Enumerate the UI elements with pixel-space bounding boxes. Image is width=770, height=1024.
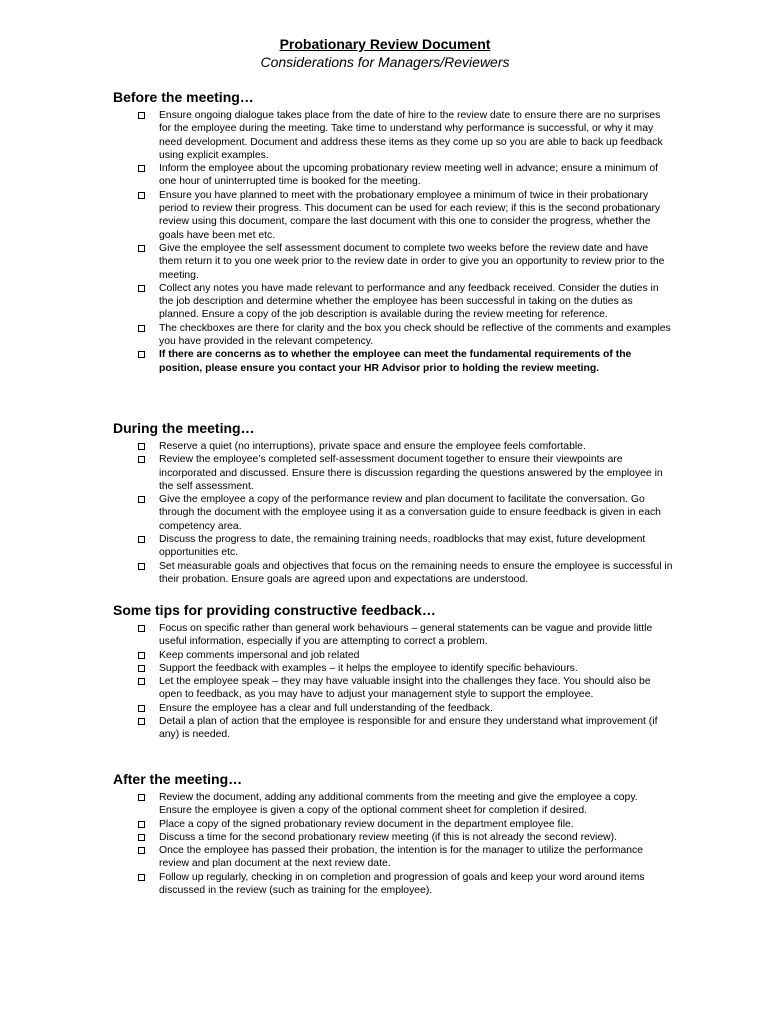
checklist-item-text: Collect any notes you have made relevant to performance and any feedback received. Consider the duties in the job description and determine whether the employee has been successful in taking on the duties as planned. Ensure a copy of the job description is available during the review meeting for reference. (159, 282, 659, 321)
section-heading: Before the meeting… (113, 89, 254, 105)
checklist (113, 109, 673, 375)
checkbox-square-icon[interactable] (138, 456, 145, 463)
checkbox-square-icon[interactable] (138, 718, 145, 725)
checkbox-square-icon[interactable] (138, 834, 145, 841)
checklist-item (113, 702, 673, 715)
checklist-item-text: Follow up regularly, checking in on completion and progression of goals and keep your word around items discussed in the review (such as training for the employee). (159, 871, 645, 897)
section-heading: After the meeting… (113, 771, 243, 787)
checkbox-square-icon[interactable] (138, 165, 145, 172)
checklist-item (113, 675, 673, 702)
checklist-item-text: Place a copy of the signed probationary review document in the department employee file. (159, 818, 574, 830)
section-before-meeting (113, 89, 673, 375)
checklist-item-text: Let the employee speak – they may have valuable insight into the challenges they face. You should also be open to feedback, as you may have to adjust your management style to support the employee. (159, 676, 651, 701)
checklist-item-text: Set measurable goals and objectives that focus on the remaining needs to ensure the employee is successful in their probation. Ensure goals are agreed upon and expectations are understood. (159, 560, 673, 585)
checklist-item (113, 818, 673, 831)
checklist-item (113, 560, 673, 587)
checklist-item (113, 453, 673, 493)
checkbox-square-icon[interactable] (138, 705, 145, 712)
checklist-item (113, 831, 673, 844)
checklist (113, 791, 673, 897)
checklist-item (113, 622, 673, 649)
checkbox-square-icon[interactable] (138, 351, 145, 358)
checkbox-square-icon[interactable] (138, 678, 145, 685)
checklist-item-text: Inform the employee about the upcoming probationary review meeting well in advance; ensure a minimum of one hour of uninterrupted time is booked for the meeting. (159, 163, 659, 188)
checklist (113, 440, 673, 586)
checklist-item-text: If there are concerns as to whether the employee can meet the fundamental requirements of the position, please ensure you contact your HR Advisor prior to holding the review meeting. (159, 349, 632, 374)
checklist-item-text: Discuss a time for the second probationary review meeting (if this is not already the second review). (159, 831, 617, 843)
checkbox-square-icon[interactable] (138, 325, 145, 332)
checkbox-square-icon[interactable] (138, 652, 145, 659)
checkbox-square-icon[interactable] (138, 625, 145, 632)
checklist-item-text: Support the feedback with examples – it helps the employee to identify specific behaviours. (159, 662, 578, 674)
section-during-meeting (113, 420, 673, 586)
page-title: Probationary Review Document (279, 36, 491, 52)
checklist (113, 622, 673, 742)
checklist-item (113, 282, 673, 322)
checkbox-square-icon[interactable] (138, 285, 145, 292)
page-subtitle: Considerations for Managers/Reviewers (260, 54, 510, 70)
checkbox-square-icon[interactable] (138, 245, 145, 252)
checklist-item-text: Ensure you have planned to meet with the probationary employee a minimum of twice in their probationary period to review their progress. This document can be used for each review; if this is the second probationary review using this document, compare the last document with this one to consider the progress, whether the goals have been met etc. (159, 189, 661, 241)
checkbox-square-icon[interactable] (138, 847, 145, 854)
checklist-item-text: Review the employee’s completed self-assessment document together to ensure their viewpoints are incorporated and discussed. Ensure there is discussion regarding the questions answered by the employee in the self assessment. (159, 454, 663, 492)
checklist-item (113, 871, 673, 898)
checklist-item-text: Detail a plan of action that the employee is responsible for and ensure they understand what improvement (if any) is needed. (159, 716, 658, 741)
section-feedback-tips (113, 602, 673, 742)
checklist-item (113, 162, 673, 189)
checkbox-square-icon[interactable] (138, 665, 145, 672)
checklist-item (113, 533, 673, 560)
checkbox-square-icon[interactable] (138, 563, 145, 570)
checkbox-square-icon[interactable] (138, 794, 145, 801)
checkbox-square-icon[interactable] (138, 536, 145, 543)
checklist-item (113, 715, 673, 742)
checklist-item (113, 109, 673, 162)
checkbox-square-icon[interactable] (138, 874, 145, 881)
checklist-item-text: Once the employee has passed their probation, the intention is for the manager to utilize the performance review and plan document at the next review date. (159, 845, 644, 870)
checklist-item-text: Discuss the progress to date, the remaining training needs, roadblocks that may exist, future development opportunities etc. (159, 534, 646, 559)
checklist-item (113, 662, 673, 675)
checkbox-square-icon[interactable] (138, 821, 145, 828)
checklist-item-text: Give the employee a copy of the performance review and plan document to facilitate the conversation. Go through the document with the employee using it as a conversation guide to ensure feedback is given in each competency area. (159, 494, 661, 532)
checklist-item-text: Ensure the employee has a clear and full understanding of the feedback. (159, 702, 493, 714)
checkbox-square-icon[interactable] (138, 192, 145, 199)
checklist-item (113, 242, 673, 282)
checklist-item (113, 649, 673, 662)
checkbox-square-icon[interactable] (138, 112, 145, 119)
checklist-item (113, 348, 673, 375)
checklist-item-text: Keep comments impersonal and job related (159, 649, 360, 661)
checklist-item-text: Ensure ongoing dialogue takes place from the date of hire to the review date to ensure there are no surprises for the employee during the meeting. Take time to understand why performance is successful, or why it may need development. Document and address these items as they come up so you are able to back up feedback using explicit examples. (159, 110, 663, 161)
checklist-item (113, 844, 673, 871)
section-heading: Some tips for providing constructive feedback… (113, 602, 436, 618)
checklist-item (113, 322, 673, 349)
checklist-item (113, 440, 673, 453)
checklist-item-text: The checkboxes are there for clarity and the box you check should be reflective of the comments and examples you have provided in the relevant competency. (159, 322, 671, 348)
checklist-item (113, 791, 673, 818)
checklist-item (113, 493, 673, 533)
checklist-item (113, 189, 673, 242)
checklist-item-text: Reserve a quiet (no interruptions), private space and ensure the employee feels comfortable. (159, 441, 586, 452)
checkbox-square-icon[interactable] (138, 496, 145, 503)
section-heading: During the meeting… (113, 420, 255, 436)
checkbox-square-icon[interactable] (138, 443, 145, 450)
checklist-item-text: Give the employee the self assessment document to complete two weeks before the review date and have them return it to you one week prior to the review date in order to give you an opportunity to review prior to the meeting. (159, 242, 665, 281)
checklist-item-text: Review the document, adding any additional comments from the meeting and give the employee a copy. Ensure the employee is given a copy of the optional comment sheet for completion if desired. (159, 792, 638, 817)
checklist-item-text: Focus on specific rather than general work behaviours – general statements can be vague and provide little useful information, especially if you are attempting to correct a problem. (159, 623, 653, 648)
section-after-meeting (113, 771, 673, 897)
